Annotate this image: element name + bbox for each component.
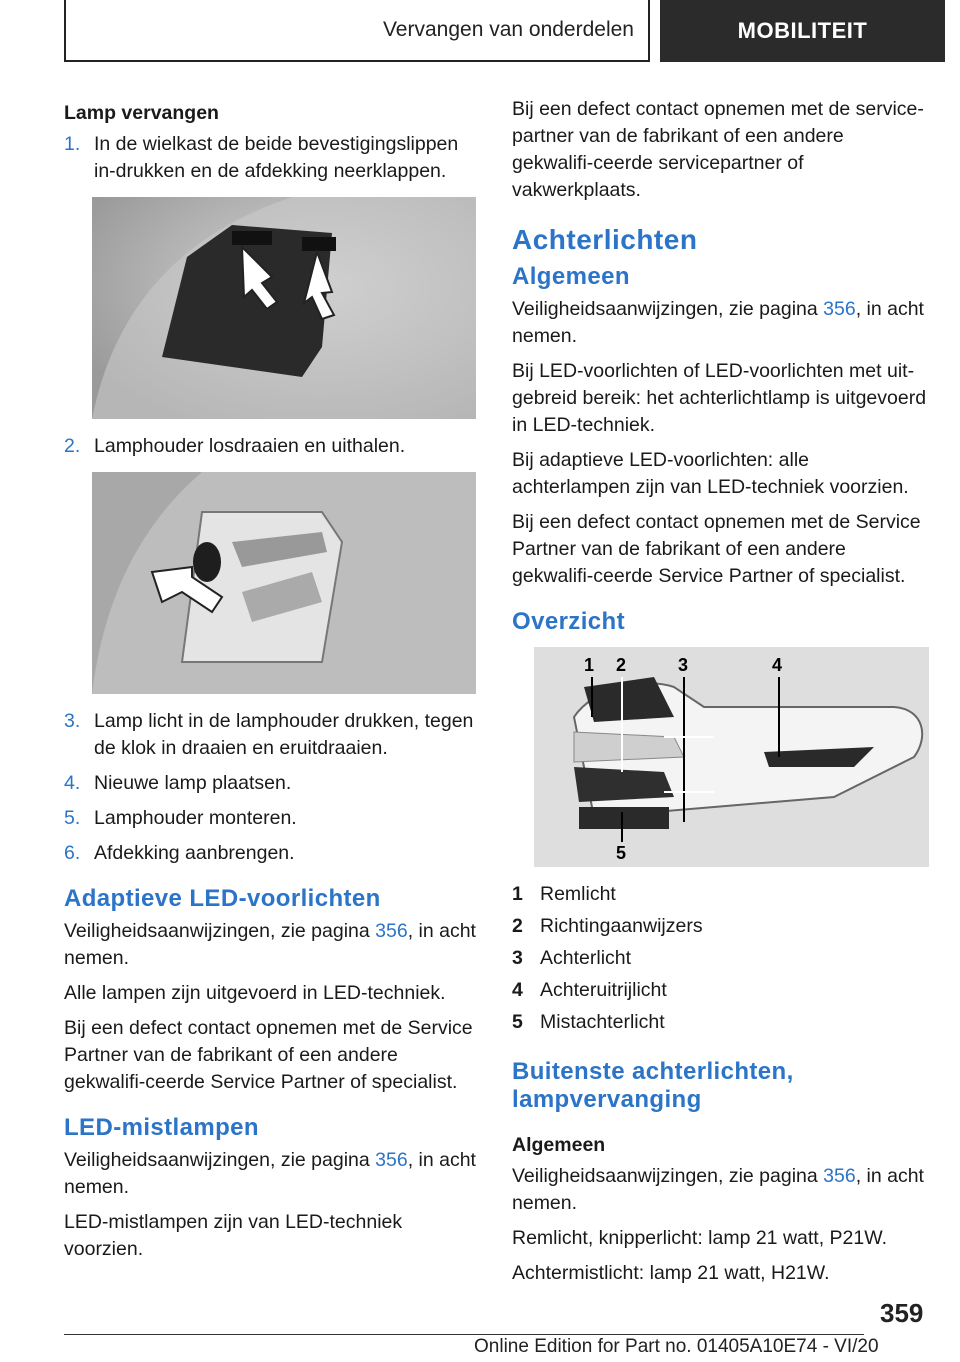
right-intro: Bij een defect contact opnemen met de service-partner van de fabrikant of een andere gekwalifi-ceerde servicepartner of vakwerkplaats. [512, 98, 924, 201]
callout-2: 2 [616, 655, 627, 675]
step-2 [64, 433, 479, 460]
adaptive-p1: Alle lampen zijn uitgevoerd in LED-techniek. [64, 982, 446, 1004]
general-p3: Bij een defect contact opnemen met de Service Partner van de fabrikant of een andere gekwalifi-ceerde Service Partner of specialist. [512, 511, 921, 587]
step-text: Afdekking aanbrengen. [94, 842, 295, 864]
rear-light-diagram [534, 647, 929, 867]
legend-item [512, 945, 927, 972]
step-text: Lamphouder losdraaien en uithalen. [94, 435, 406, 457]
lamp-holder-illustration [92, 472, 476, 694]
step-text: In de wielkast de beide bevestigingslippen in-drukken en de afdekking neerklappen. [94, 133, 459, 182]
legend-label: Mistachterlicht [540, 1011, 665, 1033]
callout-1: 1 [584, 655, 595, 675]
callout-3: 3 [678, 655, 689, 675]
step-number: 1. [64, 133, 81, 155]
fog-p1: LED-mistlampen zijn van LED-techniek voorzien. [64, 1211, 403, 1260]
step-number: 6. [64, 842, 81, 864]
header-section-title: Vervangen van onderdelen [382, 18, 634, 41]
footer-divider [64, 1334, 864, 1335]
right-column [512, 96, 927, 1295]
callout-4: 4 [772, 655, 783, 675]
outer-p1: Remlicht, knipperlicht: lamp 21 watt, P21W. [512, 1227, 887, 1249]
legend-key: 1 [512, 883, 523, 905]
overview-title: Overzicht [512, 608, 625, 635]
page-link[interactable]: 356 [823, 298, 856, 320]
step-4 [64, 770, 479, 797]
step-number: 4. [64, 772, 81, 794]
lamp-holder-image [92, 472, 476, 694]
safety-text: , in acht nemen. [64, 920, 476, 969]
legend-key: 5 [512, 1011, 523, 1033]
legend-label: Remlicht [540, 883, 616, 905]
step-6 [64, 840, 479, 867]
step-3 [64, 708, 479, 762]
step-1 [64, 131, 479, 185]
outer-rear-lights-title: Buitenste achterlichten, lampvervanging [512, 1058, 794, 1113]
safety-text: , in acht nemen. [64, 1149, 476, 1198]
footer-edition: Online Edition for Part no. 01405A10E74 - VI/20 [474, 1336, 879, 1357]
page-link[interactable]: 356 [375, 1149, 408, 1171]
legend-label: Achteruitrijlicht [540, 979, 667, 1001]
header-chapter-tab[interactable] [660, 0, 945, 62]
general-title: Algemeen [512, 263, 630, 290]
header-section [64, 0, 650, 62]
legend [512, 881, 927, 1036]
safety-text: Veiligheidsaanwijzingen, zie pagina [64, 920, 376, 942]
fog-lamps-title: LED-mistlampen [64, 1114, 259, 1141]
left-column [64, 96, 479, 1271]
step-number: 5. [64, 807, 81, 829]
legend-item [512, 977, 927, 1004]
adaptive-p2: Bij een defect contact opnemen met de Service Partner van de fabrikant of een andere gekwalifi-ceerde Service Partner of specialist. [64, 1017, 473, 1093]
step-number: 2. [64, 435, 81, 457]
legend-key: 2 [512, 915, 523, 937]
header-chapter-label: MOBILITEIT [737, 18, 868, 43]
rear-light-overview-image [534, 647, 929, 867]
adaptive-safety-note [64, 918, 479, 972]
safety-text: Veiligheidsaanwijzingen, zie pagina [64, 1149, 376, 1171]
step-text: Nieuwe lamp plaatsen. [94, 772, 292, 794]
general-p2: Bij adaptieve LED-voorlichten: alle achterlampen zijn van LED-techniek voorzien. [512, 449, 909, 498]
safety-text: Veiligheidsaanwijzingen, zie pagina [512, 1165, 824, 1187]
legend-label: Richtingaanwijzers [540, 915, 703, 937]
safety-text: , in acht nemen. [512, 298, 924, 347]
fog-safety-note [64, 1147, 479, 1201]
lamp-replace-heading: Lamp vervangen [64, 102, 219, 124]
wheel-arch-cover-image [92, 197, 476, 419]
safety-text: Veiligheidsaanwijzingen, zie pagina [512, 298, 824, 320]
legend-label: Achterlicht [540, 947, 632, 969]
safety-text: , in acht nemen. [512, 1165, 924, 1214]
callout-5: 5 [616, 843, 627, 863]
outer-general-heading: Algemeen [512, 1134, 606, 1156]
adaptive-led-title: Adaptieve LED-voorlichten [64, 885, 381, 912]
general-safety-note [512, 296, 927, 350]
outer-p2: Achtermistlicht: lamp 21 watt, H21W. [512, 1262, 830, 1284]
step-text: Lamp licht in de lamphouder drukken, tegen de klok in draaien en eruitdraaien. [94, 710, 474, 759]
legend-key: 4 [512, 979, 523, 1001]
legend-item [512, 881, 927, 908]
step-number: 3. [64, 710, 81, 732]
page-link[interactable]: 356 [375, 920, 408, 942]
page-number: 359 [880, 1298, 924, 1328]
step-text: Lamphouder monteren. [94, 807, 297, 829]
legend-key: 3 [512, 947, 523, 969]
outer-safety-note [512, 1163, 927, 1217]
legend-item [512, 913, 927, 940]
rear-lights-title: Achterlichten [512, 224, 698, 255]
general-p1: Bij LED-voorlichten of LED-voorlichten met uit-gebreid bereik: het achterlichtlamp is uitgevoerd in LED-techniek. [512, 360, 927, 436]
page-link[interactable]: 356 [823, 1165, 856, 1187]
legend-item [512, 1009, 927, 1036]
step-5 [64, 805, 479, 832]
wheel-arch-cover-illustration [92, 197, 476, 419]
